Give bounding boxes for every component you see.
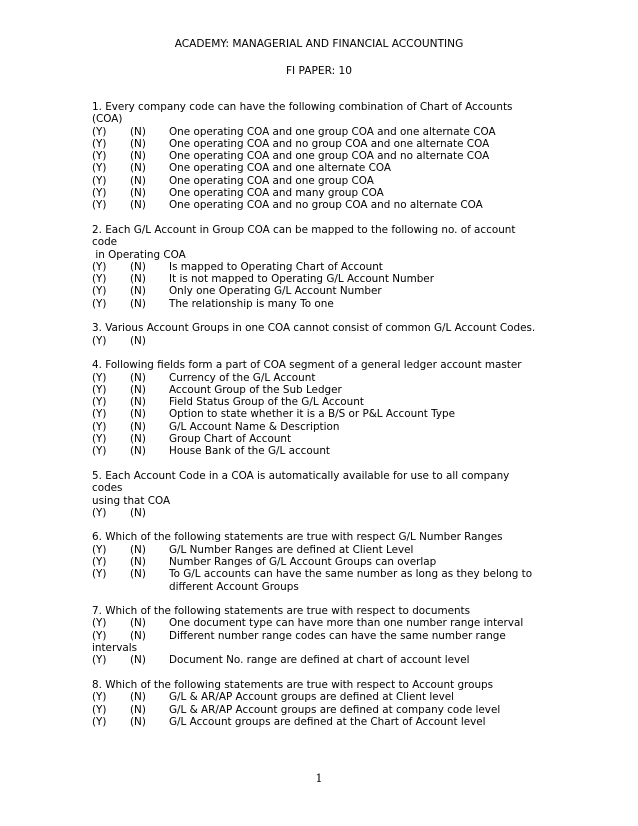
answer-option xyxy=(92,372,552,384)
question-2 xyxy=(92,224,552,310)
option-text: House Bank of the G/L account xyxy=(169,445,330,458)
option-text: G/L & AR/AP Account groups are defined at Client level xyxy=(169,691,455,704)
no-marker[interactable]: (N) xyxy=(130,445,146,458)
yes-marker[interactable]: (Y) xyxy=(92,383,107,396)
option-text: Group Chart of Account xyxy=(169,433,292,446)
answer-option xyxy=(92,544,552,556)
no-marker[interactable]: (N) xyxy=(130,187,146,200)
no-marker[interactable]: (N) xyxy=(130,396,146,409)
answer-option xyxy=(92,285,552,297)
no-marker[interactable]: (N) xyxy=(130,433,146,446)
yes-marker[interactable]: (Y) xyxy=(92,715,107,728)
question-7 xyxy=(92,605,552,666)
answer-option xyxy=(92,691,552,703)
no-marker[interactable]: (N) xyxy=(130,617,146,630)
option-text: One operating COA and one alternate COA xyxy=(169,162,391,175)
option-text: Only one Operating G/L Account Number xyxy=(169,285,382,298)
yes-marker[interactable]: (Y) xyxy=(92,174,107,187)
option-text: One operating COA and many group COA xyxy=(169,187,384,200)
question-text: 8. Which of the following statements are true with respect to Account groups xyxy=(92,678,494,691)
answer-option xyxy=(92,187,552,199)
yes-marker[interactable]: (Y) xyxy=(92,506,107,519)
question-text: 6. Which of the following statements are true with respect G/L Number Ranges xyxy=(92,531,503,544)
option-text: The relationship is many To one xyxy=(169,297,334,310)
answer-option xyxy=(92,568,552,593)
answer-option xyxy=(92,408,552,420)
no-marker[interactable]: (N) xyxy=(130,162,146,175)
question-3 xyxy=(92,322,552,347)
question-text: 7. Which of the following statements are true with respect to documents xyxy=(92,605,471,618)
option-text: To G/L accounts can have the same number as long as they belong to different Account Groups xyxy=(169,568,533,593)
option-text: Account Group of the Sub Ledger xyxy=(169,383,342,396)
answer-option xyxy=(92,335,552,347)
no-marker[interactable]: (N) xyxy=(130,654,146,667)
option-text: One operating COA and one group COA and no alternate COA xyxy=(169,150,490,163)
no-marker[interactable]: (N) xyxy=(130,543,146,556)
yes-marker[interactable]: (Y) xyxy=(92,297,107,310)
document-title: ACADEMY: MANAGERIAL AND FINANCIAL ACCOUNTING xyxy=(174,38,464,50)
no-marker[interactable]: (N) xyxy=(130,555,146,568)
option-text: G/L Number Ranges are defined at Client Level xyxy=(169,543,414,556)
answer-option xyxy=(92,138,552,150)
no-marker[interactable]: (N) xyxy=(130,408,146,421)
yes-marker[interactable]: (Y) xyxy=(92,654,107,667)
yes-marker[interactable]: (Y) xyxy=(92,150,107,163)
answer-option xyxy=(92,617,552,629)
no-marker[interactable]: (N) xyxy=(130,371,146,384)
answer-option xyxy=(92,175,552,187)
yes-marker[interactable]: (Y) xyxy=(92,273,107,286)
no-marker[interactable]: (N) xyxy=(130,629,146,642)
answer-option xyxy=(92,199,552,211)
answer-option xyxy=(92,507,552,519)
yes-marker[interactable]: (Y) xyxy=(92,334,107,347)
answer-option xyxy=(92,396,552,408)
option-text: Different number range codes can have the same number range xyxy=(169,629,506,642)
option-text: One operating COA and no group COA and one alternate COA xyxy=(169,137,490,150)
no-marker[interactable]: (N) xyxy=(130,137,146,150)
question-5 xyxy=(92,470,552,519)
answer-option xyxy=(92,384,552,396)
option-text: One operating COA and no group COA and no alternate COA xyxy=(169,199,483,212)
no-marker[interactable]: (N) xyxy=(130,715,146,728)
answer-option xyxy=(92,261,552,273)
question-text: 4. Following fields form a part of COA segment of a general ledger account master xyxy=(92,359,522,372)
answer-option xyxy=(92,433,552,445)
question-1 xyxy=(92,101,552,212)
option-text: Field Status Group of the G/L Account xyxy=(169,396,364,409)
no-marker[interactable]: (N) xyxy=(130,174,146,187)
question-text: 1. Every company code can have the following combination of Chart of Accounts (COA) xyxy=(92,101,513,126)
answer-option xyxy=(92,630,552,642)
no-marker[interactable]: (N) xyxy=(130,260,146,273)
option-text: Document No. range are defined at chart of account level xyxy=(169,654,470,667)
yes-marker[interactable]: (Y) xyxy=(92,260,107,273)
no-marker[interactable]: (N) xyxy=(130,297,146,310)
yes-marker[interactable]: (Y) xyxy=(92,691,107,704)
option-text: G/L Account groups are defined at the Chart of Account level xyxy=(169,715,486,728)
option-text: One operating COA and one group COA and one alternate COA xyxy=(169,125,496,138)
no-marker[interactable]: (N) xyxy=(130,334,146,347)
yes-marker[interactable]: (Y) xyxy=(92,420,107,433)
question-text: 2. Each G/L Account in Group COA can be mapped to the following no. of account code in Operating COA xyxy=(92,223,516,261)
answer-option xyxy=(92,162,552,174)
answer-option xyxy=(92,150,552,162)
answer-option xyxy=(92,126,552,138)
yes-marker[interactable]: (Y) xyxy=(92,629,107,642)
answer-option xyxy=(92,654,552,666)
question-8 xyxy=(92,679,552,728)
yes-marker[interactable]: (Y) xyxy=(92,199,107,212)
no-marker[interactable]: (N) xyxy=(130,125,146,138)
option-text: One operating COA and one group COA xyxy=(169,174,374,187)
no-marker[interactable]: (N) xyxy=(130,703,146,716)
yes-marker[interactable]: (Y) xyxy=(92,396,107,409)
answer-option xyxy=(92,556,552,568)
yes-marker[interactable]: (Y) xyxy=(92,285,107,298)
yes-marker[interactable]: (Y) xyxy=(92,371,107,384)
yes-marker[interactable]: (Y) xyxy=(92,445,107,458)
option-text: Currency of the G/L Account xyxy=(169,371,316,384)
option-text: Option to state whether it is a B/S or P&L Account Type xyxy=(169,408,456,421)
no-marker[interactable]: (N) xyxy=(130,273,146,286)
answer-option xyxy=(92,716,552,728)
option-text: One document type can have more than one number range interval xyxy=(169,617,524,630)
yes-marker[interactable]: (Y) xyxy=(92,162,107,175)
page-number: 1 xyxy=(315,772,323,785)
yes-marker[interactable]: (Y) xyxy=(92,408,107,421)
yes-marker[interactable]: (Y) xyxy=(92,433,107,446)
option-text: G/L Account Name & Description xyxy=(169,420,340,433)
option-text: Is mapped to Operating Chart of Account xyxy=(169,260,383,273)
option-text: It is not mapped to Operating G/L Account Number xyxy=(169,273,434,286)
yes-marker[interactable]: (Y) xyxy=(92,555,107,568)
yes-marker[interactable]: (Y) xyxy=(92,568,107,581)
no-marker[interactable]: (N) xyxy=(130,150,146,163)
yes-marker[interactable]: (Y) xyxy=(92,125,107,138)
no-marker[interactable]: (N) xyxy=(130,285,146,298)
no-marker[interactable]: (N) xyxy=(130,420,146,433)
no-marker[interactable]: (N) xyxy=(130,691,146,704)
answer-option xyxy=(92,421,552,433)
question-text: 5. Each Account Code in a COA is automatically available for use to all company codes using that COA xyxy=(92,469,510,507)
yes-marker[interactable]: (Y) xyxy=(92,187,107,200)
no-marker[interactable]: (N) xyxy=(130,199,146,212)
yes-marker[interactable]: (Y) xyxy=(92,137,107,150)
yes-marker[interactable]: (Y) xyxy=(92,543,107,556)
answer-option xyxy=(92,298,552,310)
question-list xyxy=(92,101,552,740)
no-marker[interactable]: (N) xyxy=(130,568,146,581)
option-text: G/L & AR/AP Account groups are defined at company code level xyxy=(169,703,501,716)
paper-number: FI PAPER: 10 xyxy=(285,65,353,77)
question-4 xyxy=(92,359,552,457)
yes-marker[interactable]: (Y) xyxy=(92,617,107,630)
answer-option xyxy=(92,273,552,285)
no-marker[interactable]: (N) xyxy=(130,506,146,519)
answer-option xyxy=(92,704,552,716)
option-text: Number Ranges of G/L Account Groups can overlap xyxy=(169,555,437,568)
question-text: 3. Various Account Groups in one COA cannot consist of common G/L Account Codes. xyxy=(92,322,536,335)
question-6 xyxy=(92,531,552,592)
yes-marker[interactable]: (Y) xyxy=(92,703,107,716)
answer-option xyxy=(92,445,552,457)
no-marker[interactable]: (N) xyxy=(130,383,146,396)
option-text-continued: intervals xyxy=(92,642,138,655)
